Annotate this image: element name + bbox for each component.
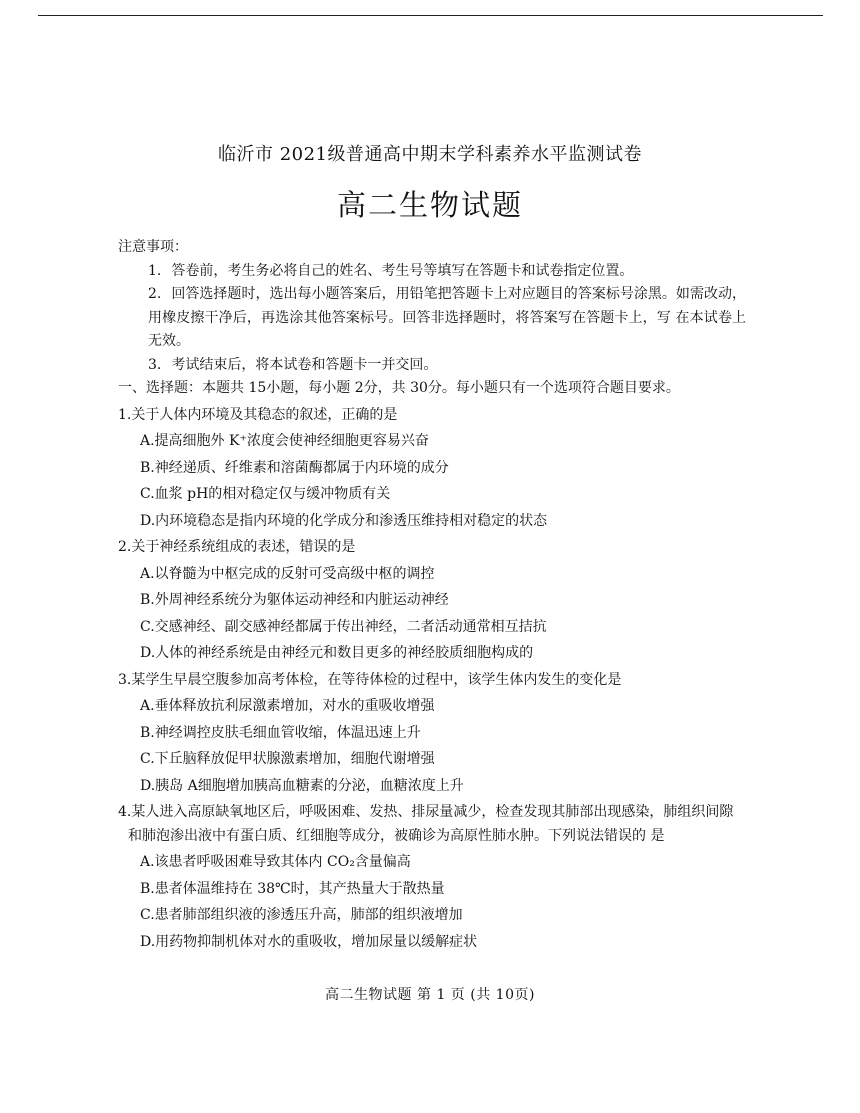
option-a: A.提高细胞外 K⁺浓度会使神经细胞更容易兴奋 (140, 433, 429, 449)
notes-heading: 注意事项： (118, 239, 188, 255)
option-b: B.外周神经系统分为躯体运动神经和内脏运动神经 (140, 592, 449, 608)
option-c: C.交感神经、副交感神经都属于传出神经，二者活动通常相互拮抗 (140, 618, 547, 635)
question-1 (118, 404, 746, 534)
question-4 (118, 801, 746, 954)
option-a: A.以脊髓为中枢完成的反射可受高级中枢的调控 (140, 565, 435, 582)
option-c: C.患者肺部组织液的渗透压升高，肺部的组织液增加 (140, 907, 463, 923)
option-b: B.患者体温维持在 38℃时，其产热量大于散热量 (140, 880, 445, 897)
page-footer: 高二生物试题 第 1 页 (共 10页) (325, 987, 535, 1003)
section-heading: 一、选择题：本题共 15小题，每小题 2分，共 30分。每小题只有一个选项符合题目要求。 (118, 380, 680, 396)
question-stem: 2.关于神经系统组成的表述，错误的是 (118, 539, 356, 555)
option-c: C.血浆 pH的相对稳定仅与缓冲物质有关 (140, 486, 391, 502)
question-stem: 4.某人进入高原缺氧地区后，呼吸困难、发热、排尿量减少，检查发现其肺部出现感染，肺组织间隙和肺泡渗出液中有蛋白质、红细胞等成分，被确诊为高原性肺水肿。下列说法错误的 是 (118, 804, 734, 844)
option-b: B.神经递质、纤维素和溶菌酶都属于内环境的成分 (140, 459, 449, 476)
question-2 (118, 536, 746, 666)
note-number: 1. (148, 262, 162, 279)
note-number: 3. (148, 356, 162, 373)
option-d: D.用药物抑制机体对水的重吸收，增加尿量以缓解症状 (140, 933, 478, 950)
question-3 (118, 669, 746, 799)
note-item-2 (118, 283, 746, 354)
question-stem: 1.关于人体内环境及其稳态的叙述，正确的是 (118, 406, 398, 423)
page-title: 高二生物试题 (336, 188, 523, 222)
note-item-3 (118, 354, 746, 378)
question-stem: 3.某学生早晨空腹参加高考体检，在等待体检的过程中，该学生体内发生的变化是 (118, 671, 622, 688)
option-d: D.内环境稳态是指内环境的化学成分和渗透压维持相对稳定的状态 (140, 512, 548, 529)
top-rule (38, 15, 823, 16)
option-d: D.胰岛 A细胞增加胰高血糖素的分泌，血糖浓度上升 (140, 777, 464, 794)
option-a: A.垂体释放抗利尿激素增加，对水的重吸收增强 (140, 698, 435, 714)
note-text: 考试结束后，将本试卷和答题卡一并交回。 (171, 356, 438, 373)
note-item-1 (118, 260, 746, 284)
exam-content (118, 236, 746, 954)
option-c: C.下丘脑释放促甲状腺激素增加，细胞代谢增强 (140, 751, 435, 767)
note-text: 答卷前，考生务必将自己的姓名、考生号等填写在答题卡和试卷指定位置。 (171, 262, 634, 279)
note-number: 2. (148, 286, 162, 302)
option-b: B.神经调控皮肤毛细血管收缩，体温迅速上升 (140, 724, 421, 741)
exam-header: 临沂市 2021级普通高中期末学科素养水平监测试卷 (217, 144, 643, 165)
note-text: 回答选择题时，选出每小题答案后，用铅笔把答题卡上对应题目的答案标号涂黑。如需改动，用橡皮擦干净后，再选涂其他答案标号。回答非选择题时，将答案写在答题卡上，写 在本试卷上无效。 (148, 286, 746, 349)
option-d: D.人体的神经系统是由神经元和数目更多的神经胶质细胞构成的 (140, 645, 534, 661)
option-a: A.该患者呼吸困难导致其体内 CO₂含量偏高 (140, 854, 411, 870)
